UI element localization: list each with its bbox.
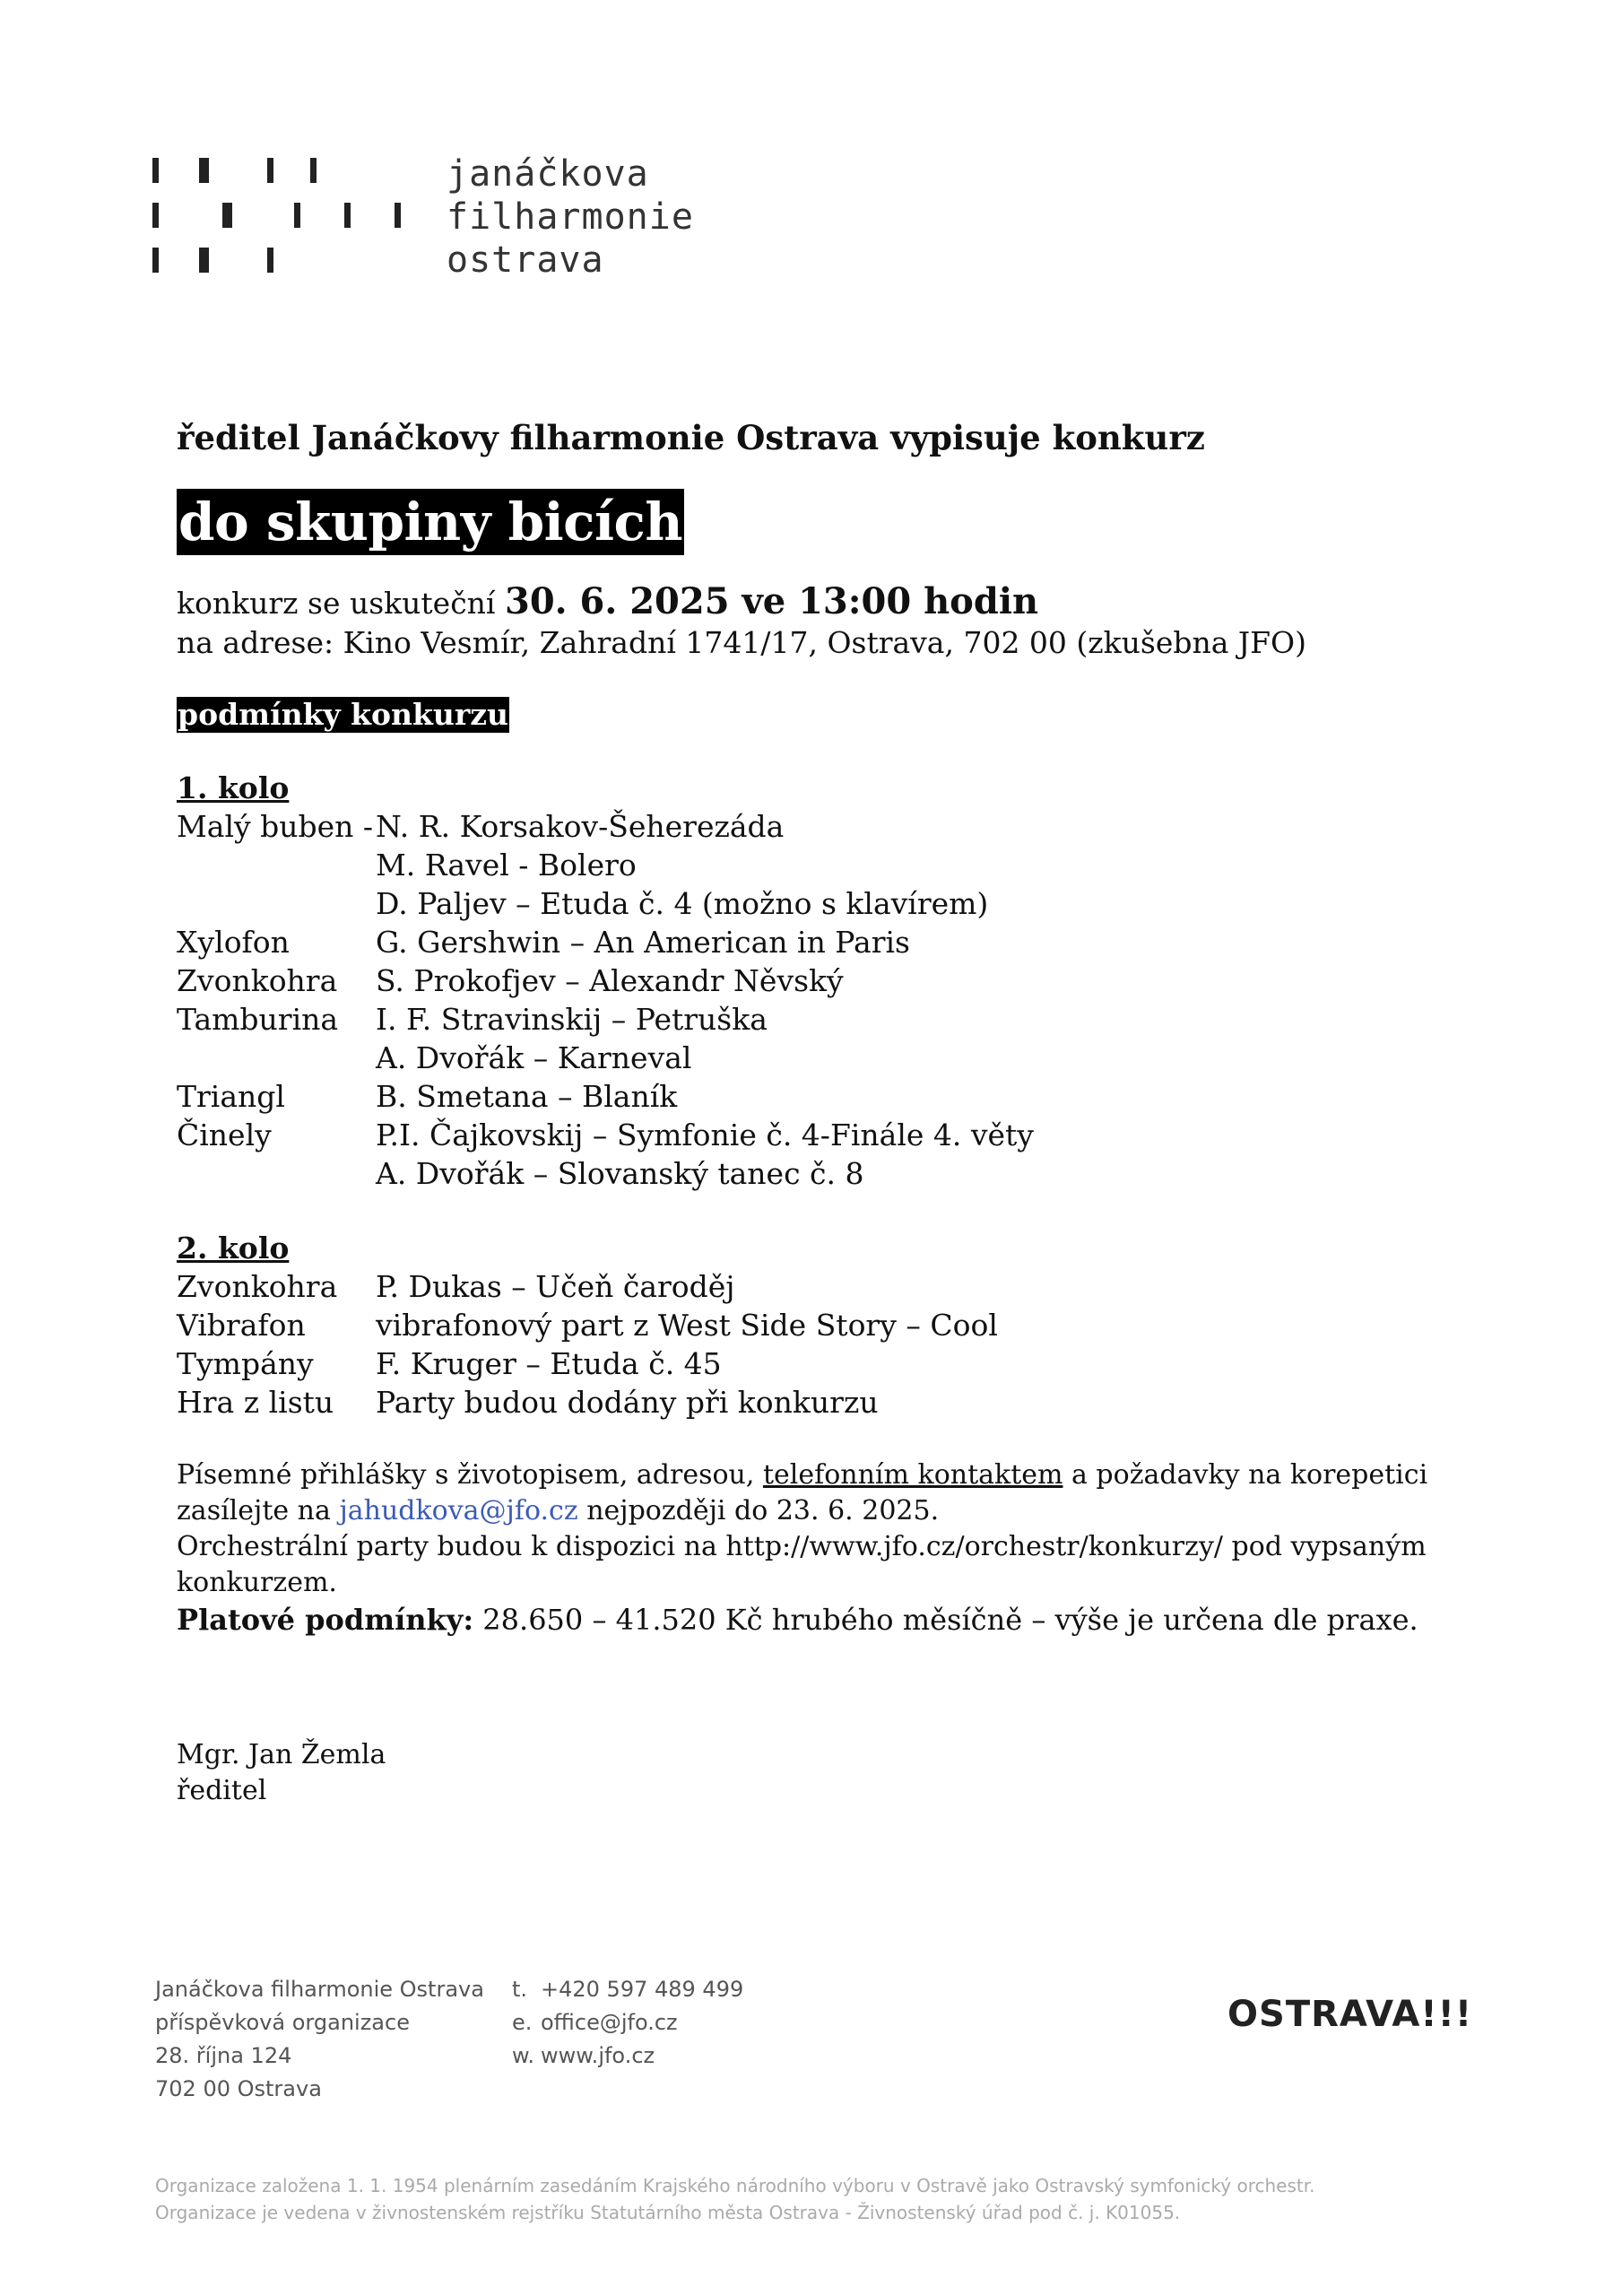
legal-line: Organizace je vedena v živnostenském rejstříku Statutárního města Ostrava - Živnostenský úřad pod č. j. K01055. xyxy=(155,2202,1181,2223)
round-1 xyxy=(177,769,1450,1193)
audition-address: na adrese: Kino Vesmír, Zahradní 1741/17, Ostrava, 702 00 (zkušebna JFO) xyxy=(177,625,1306,660)
instrument: Hra z listu xyxy=(177,1385,334,1420)
piece: vibrafonový part z West Side Story – Cool xyxy=(376,1308,998,1343)
repertoire-row xyxy=(177,1383,1450,1422)
email-line xyxy=(177,1493,1450,1529)
ostrava-brand-logo: OSTRAVA!!! xyxy=(1227,1994,1473,2035)
repertoire-row xyxy=(177,846,1450,884)
piece: F. Kruger – Etuda č. 45 xyxy=(376,1346,722,1381)
phone-contact-text: telefonním kontaktem xyxy=(762,1459,1063,1491)
audition-date xyxy=(177,582,1450,623)
piece: A. Dvořák – Karneval xyxy=(376,1040,692,1075)
date-prefix: konkurz se uskuteční xyxy=(177,586,496,621)
salary-line xyxy=(177,1601,1450,1639)
contact-label: t. xyxy=(512,1977,528,2002)
instrument: Triangl xyxy=(177,1079,285,1114)
round-2 xyxy=(177,1229,1450,1422)
contact-value[interactable]: office@jfo.cz xyxy=(541,2010,678,2035)
instrument xyxy=(177,884,376,923)
deadline-text: nejpozději do 23. 6. 2025. xyxy=(586,1495,940,1526)
contact-label: e. xyxy=(512,2010,533,2035)
logo-line: ostrava xyxy=(447,239,604,281)
instrument: Tympány xyxy=(177,1346,314,1381)
legal-notice xyxy=(155,2172,1500,2226)
repertoire-row xyxy=(177,923,1450,961)
piece: B. Smetana – Blaník xyxy=(376,1079,678,1114)
application-info xyxy=(177,1457,1450,1639)
repertoire-row xyxy=(177,1154,1450,1193)
instrument: Malý buben - xyxy=(177,809,374,844)
footer-org-line: příspěvková organizace xyxy=(155,2010,410,2035)
signatory-name: Mgr. Jan Žemla xyxy=(177,1739,386,1770)
footer-org xyxy=(155,1973,496,2106)
document-body xyxy=(177,415,1450,1809)
logo-line: janáčkova xyxy=(447,153,649,195)
repertoire-row xyxy=(177,1116,1450,1154)
salary-label: Platové podmínky: xyxy=(177,1603,474,1637)
email-prefix: zasílejte na xyxy=(177,1495,331,1526)
instrument xyxy=(177,1154,376,1193)
contact-value: +420 597 489 499 xyxy=(541,1977,744,2002)
salary-value: 28.650 – 41.520 Kč hrubého měsíčně – výše je určena dle praxe. xyxy=(482,1603,1418,1637)
application-text: a požadavky na korepetici xyxy=(1071,1459,1428,1491)
intro-line: ředitel Janáčkovy filharmonie Ostrava vypisuje konkurz xyxy=(177,418,1205,457)
footer-org-line: 702 00 Ostrava xyxy=(155,2076,322,2101)
repertoire-row xyxy=(177,1344,1450,1383)
piece: G. Gershwin – An American in Paris xyxy=(376,925,910,960)
footer-org-line: 28. října 124 xyxy=(155,2043,292,2068)
piece: I. F. Stravinskij – Petruška xyxy=(376,1002,768,1037)
round-title: 2. kolo xyxy=(177,1231,290,1265)
piece: P. Dukas – Učeň čaroděj xyxy=(376,1269,735,1304)
footer-org-line: Janáčkova filharmonie Ostrava xyxy=(155,1977,484,2002)
footer-phone xyxy=(512,1973,871,2006)
repertoire-row xyxy=(177,1039,1450,1077)
contact-value[interactable]: www.jfo.cz xyxy=(541,2043,655,2068)
instrument: Xylofon xyxy=(177,925,290,960)
piece: M. Ravel - Bolero xyxy=(376,848,637,883)
instrument xyxy=(177,846,376,884)
signatory-role: ředitel xyxy=(177,1775,267,1806)
contact-label: w. xyxy=(512,2043,535,2068)
email-link[interactable]: jahudkova@jfo.cz xyxy=(339,1495,578,1526)
round-title: 1. kolo xyxy=(177,770,290,805)
logo-text xyxy=(447,152,694,282)
legal-line: Organizace založena 1. 1. 1954 plenárním zasedáním Krajského národního výboru v Ostravě jako Ostravský symfonický orchestr. xyxy=(155,2175,1315,2196)
piece: D. Paljev – Etuda č. 4 (možno s klavírem) xyxy=(376,886,989,921)
instrument: Tamburina xyxy=(177,1002,339,1037)
repertoire-row xyxy=(177,807,1450,846)
instrument: Činely xyxy=(177,1118,272,1152)
repertoire-row xyxy=(177,1306,1450,1344)
instrument: Vibrafon xyxy=(177,1308,306,1343)
conditions-label: podmínky konkurzu xyxy=(178,697,508,732)
piece: S. Prokofjev – Alexandr Něvský xyxy=(376,963,844,998)
date-value: 30. 6. 2025 ve 13:00 hodin xyxy=(505,580,1039,622)
jfo-logo xyxy=(152,152,744,296)
repertoire-row xyxy=(177,884,1450,923)
piece: Party budou dodány při konkurzu xyxy=(376,1385,879,1420)
footer-email xyxy=(512,2006,871,2039)
instrument xyxy=(177,1039,376,1077)
piece: A. Dvořák – Slovanský tanec č. 8 xyxy=(376,1156,864,1191)
repertoire-row xyxy=(177,1077,1450,1116)
piece: P.I. Čajkovskij – Symfonie č. 4-Finále 4. věty xyxy=(376,1118,1034,1152)
repertoire-row xyxy=(177,961,1450,1000)
parts-info: Orchestrální party budou k dispozici na http://www.jfo.cz/orchestr/konkurzy/ pod vypsaným konkurzem. xyxy=(177,1531,1427,1598)
repertoire-row xyxy=(177,1267,1450,1306)
logo-bars-icon xyxy=(152,152,421,296)
instrument: Zvonkohra xyxy=(177,1269,338,1304)
piece: N. R. Korsakov-Šeherezáda xyxy=(376,809,785,844)
application-line xyxy=(177,1457,1450,1493)
headline: do skupiny bicích xyxy=(177,489,684,555)
instrument: Zvonkohra xyxy=(177,963,338,998)
logo-line: filharmonie xyxy=(447,196,694,238)
application-text: Písemné přihlášky s životopisem, adresou, xyxy=(177,1459,755,1491)
signature xyxy=(177,1737,1450,1809)
repertoire-row xyxy=(177,1000,1450,1039)
footer-web xyxy=(512,2039,871,2073)
footer-contacts xyxy=(512,1973,871,2073)
